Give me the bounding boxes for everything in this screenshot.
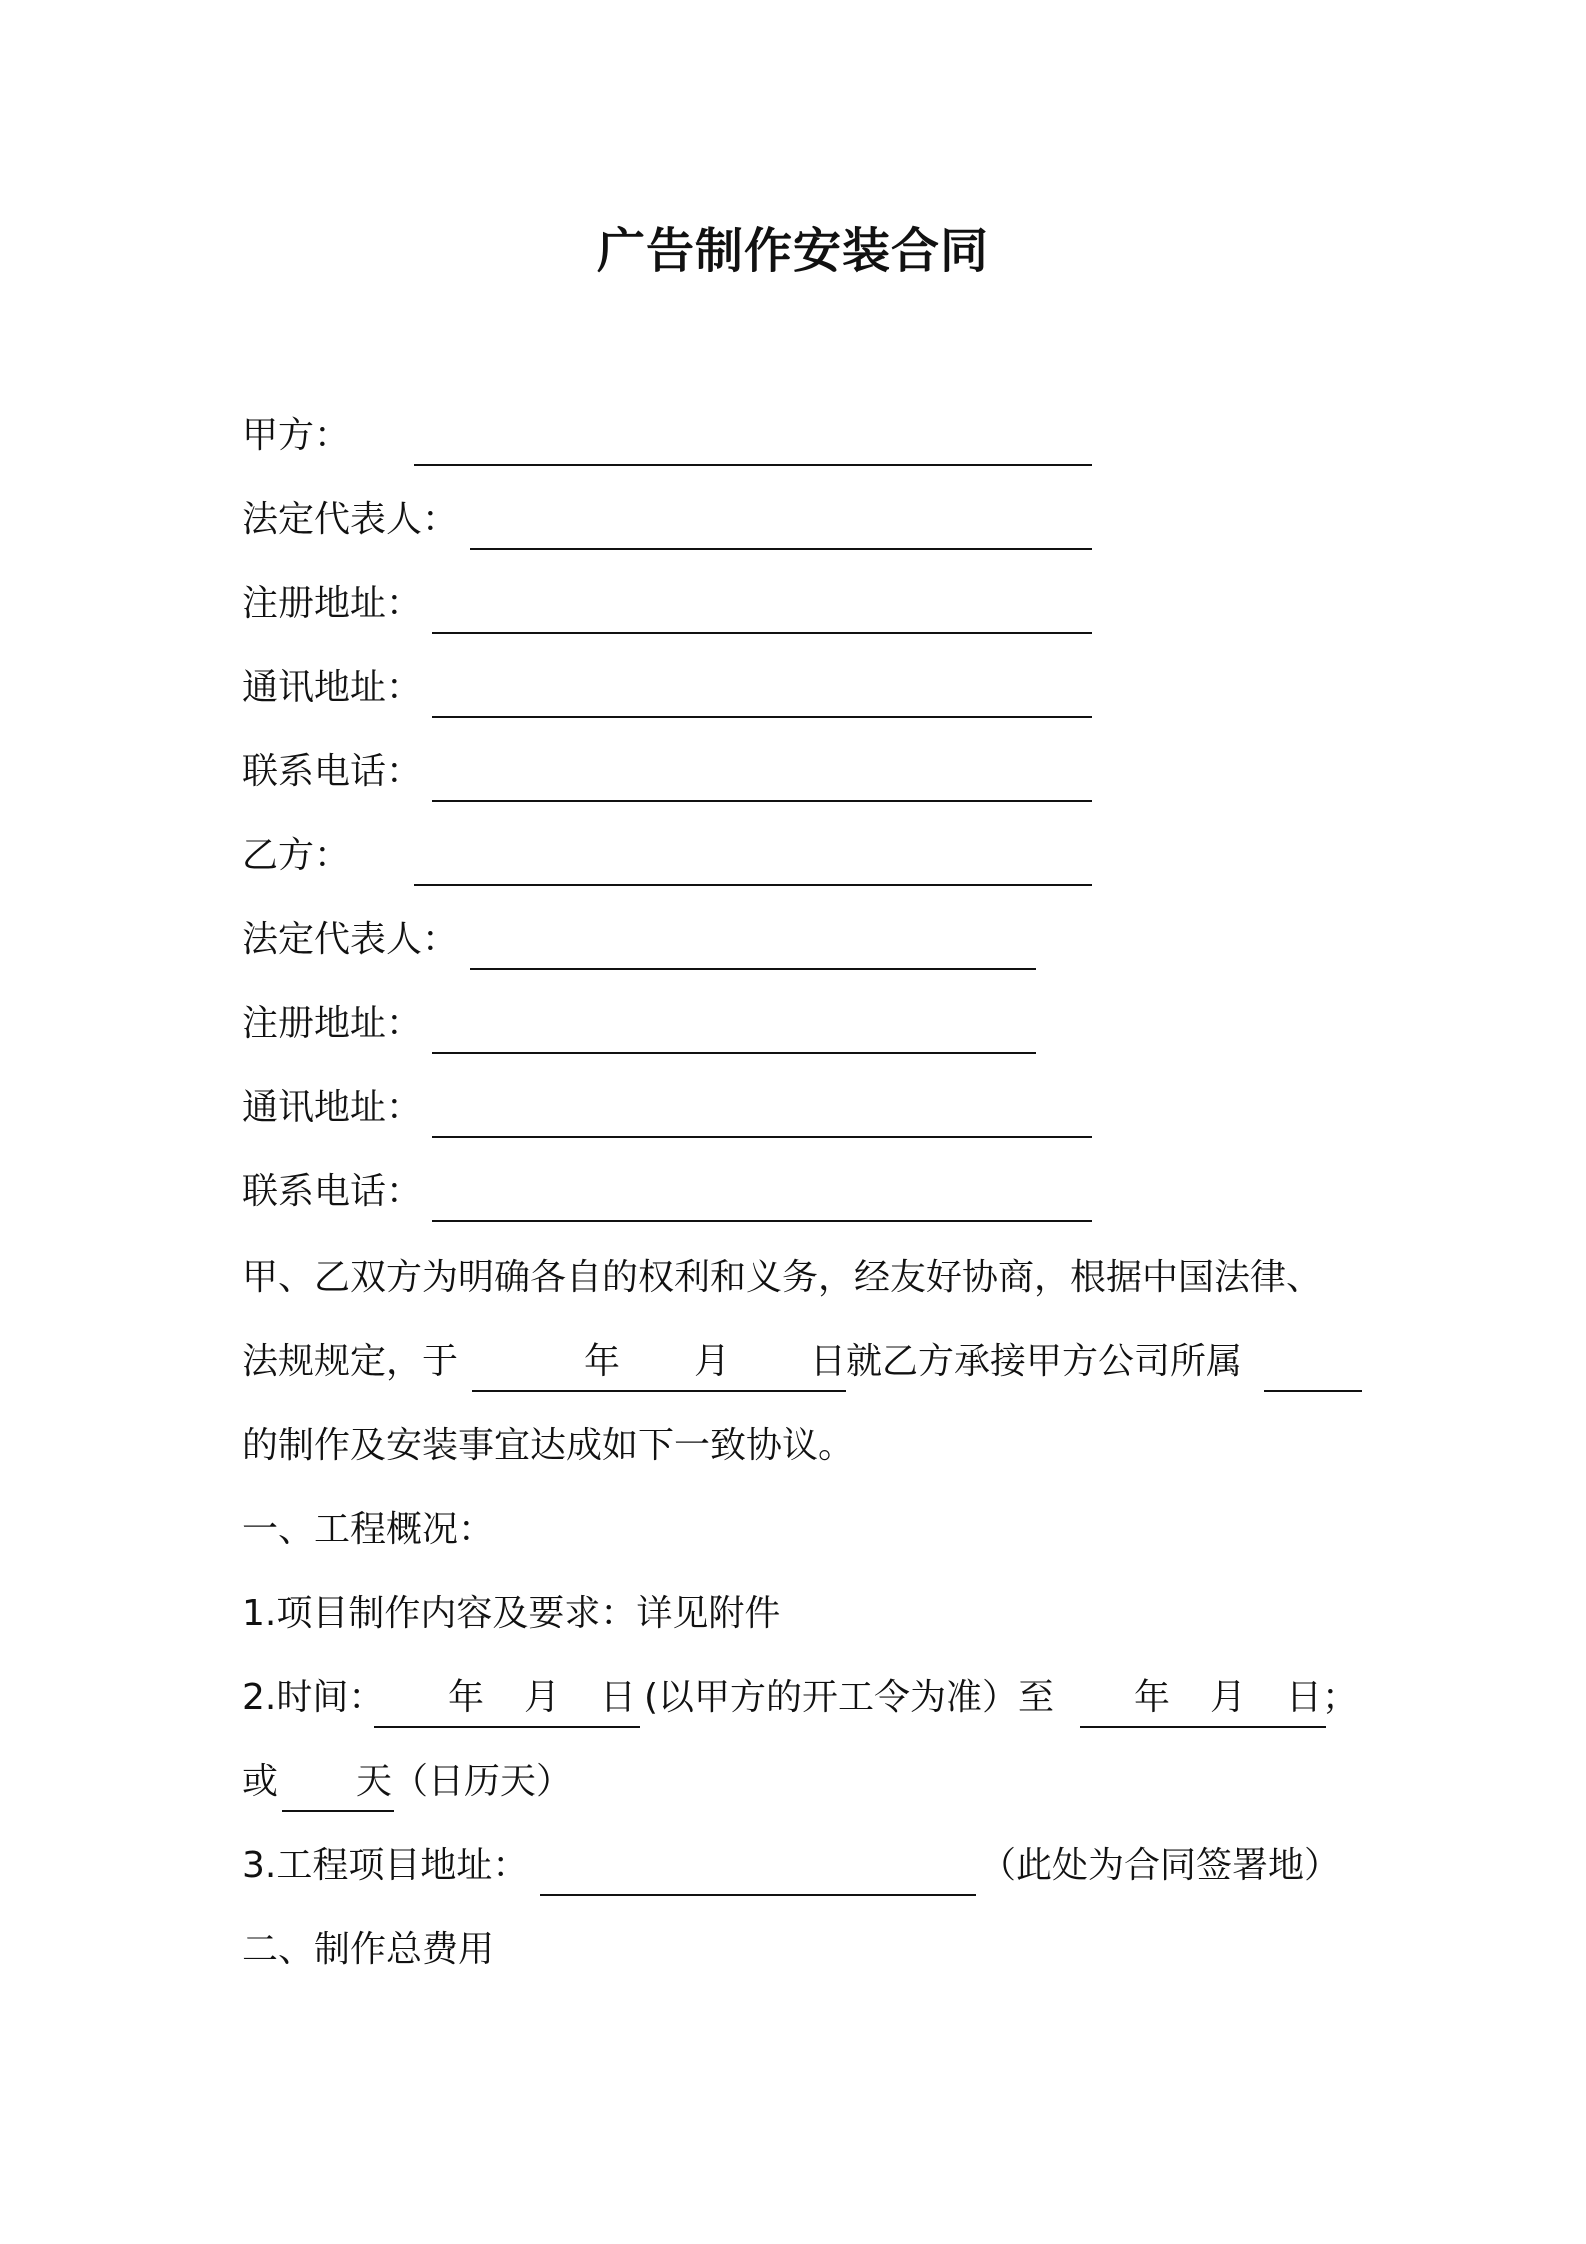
project-address-field[interactable] — [540, 1894, 976, 1896]
party-b-name-label: 乙方： — [242, 835, 351, 876]
section-1-item-2-prefix: 2.时间： — [242, 1677, 385, 1718]
start-month-label: 月 — [524, 1677, 561, 1718]
party-a-phone-field[interactable] — [432, 800, 1092, 802]
section-1-item-3-note: （此处为合同签署地） — [980, 1845, 1341, 1886]
agreement-month-label: 月 — [694, 1341, 731, 1382]
party-b-reg-addr-label: 注册地址： — [242, 1003, 423, 1044]
party-a-name-label: 甲方： — [242, 415, 351, 456]
project-name-field[interactable] — [1264, 1390, 1362, 1392]
end-month-label: 月 — [1210, 1677, 1247, 1718]
start-day-label: 日 — [600, 1677, 637, 1718]
party-a-mail-addr-label: 通讯地址： — [242, 667, 423, 708]
party-b-phone-label: 联系电话： — [242, 1171, 423, 1212]
intro-line-2-suffix: 日就乙方承接甲方公司所属 — [810, 1341, 1243, 1382]
party-b-phone-field[interactable] — [432, 1220, 1092, 1222]
party-a-phone-label: 联系电话： — [242, 751, 423, 792]
duration-days-note: （日历天） — [392, 1761, 573, 1802]
page-title: 广告制作安装合同 — [596, 223, 989, 279]
party-b-rep-label: 法定代表人： — [242, 919, 459, 960]
duration-days-field[interactable] — [282, 1810, 394, 1812]
party-a-reg-addr-field[interactable] — [432, 632, 1092, 634]
section-2-heading: 二、制作总费用 — [242, 1929, 495, 1970]
intro-line-3: 的制作及安装事宜达成如下一致协议。 — [242, 1425, 855, 1466]
party-b-mail-addr-field[interactable] — [432, 1136, 1092, 1138]
start-date-field[interactable] — [374, 1726, 640, 1728]
party-a-name-field[interactable] — [414, 464, 1092, 466]
section-1-item-3-prefix: 3.工程项目地址： — [242, 1845, 529, 1886]
party-a-rep-label: 法定代表人： — [242, 499, 459, 540]
end-year-label: 年 — [1134, 1677, 1171, 1718]
section-1-item-1: 1.项目制作内容及要求：详见附件 — [242, 1593, 781, 1634]
duration-days-label: 天 — [356, 1761, 393, 1802]
intro-line-2-prefix: 法规规定，于 — [242, 1341, 459, 1382]
section-1-heading: 一、工程概况： — [242, 1509, 495, 1550]
party-b-reg-addr-field[interactable] — [432, 1052, 1036, 1054]
party-a-mail-addr-field[interactable] — [432, 716, 1092, 718]
party-b-mail-addr-label: 通讯地址： — [242, 1087, 423, 1128]
end-date-field[interactable] — [1080, 1726, 1326, 1728]
agreement-year-label: 年 — [584, 1341, 621, 1382]
end-day-label: 日； — [1286, 1677, 1359, 1718]
agreement-date-field[interactable] — [472, 1390, 846, 1392]
party-b-name-field[interactable] — [414, 884, 1092, 886]
intro-line-1: 甲、乙双方为明确各自的权利和义务，经友好协商，根据中国法律、 — [242, 1257, 1323, 1298]
section-1-item-2-middle: (以甲方的开工令为准）至 — [644, 1677, 1055, 1718]
section-1-or-prefix: 或 — [242, 1761, 279, 1802]
party-b-rep-field[interactable] — [470, 968, 1036, 970]
party-a-reg-addr-label: 注册地址： — [242, 583, 423, 624]
party-a-rep-field[interactable] — [470, 548, 1092, 550]
start-year-label: 年 — [448, 1677, 485, 1718]
